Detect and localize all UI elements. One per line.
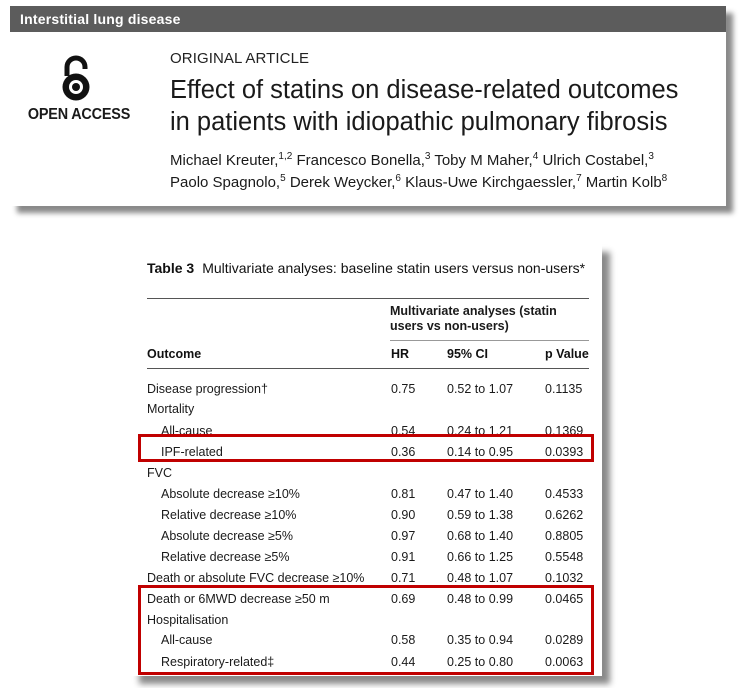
title-line-1: Effect of statins on disease-related outcomes [170, 76, 679, 104]
author-line-2: Paolo Spagnolo,$^5$ Derek Weycker,$^6$ Klaus-Uwe Kirchgaessler,$^7$ Martin Kolb$^8$ [170, 173, 668, 191]
table-row-group: Mortality [147, 402, 195, 416]
header-rule [147, 368, 589, 369]
group-rule [390, 340, 589, 341]
table-caption [147, 260, 587, 277]
table-row: Relative decrease ≥5% 0.91 0.66 to 1.25 0.5548 [161, 550, 584, 564]
table-row: Respiratory-related‡ 0.44 0.25 to 0.80 0.0063 [161, 655, 584, 669]
author-list [170, 150, 730, 194]
author: Paolo Spagnolo, [170, 174, 281, 191]
table-row: Absolute decrease ≥5% 0.97 0.68 to 1.40 0.8805 [161, 529, 584, 543]
table-row: Relative decrease ≥10% 0.90 0.59 to 1.38 0.6262 [161, 508, 584, 522]
article-title [170, 74, 710, 138]
col-header-hr: HR [391, 347, 410, 361]
title-line-2: in patients with idiopathic pulmonary fibrosis [170, 108, 668, 136]
table-number: Table 3 [147, 260, 195, 276]
article-header [10, 6, 726, 206]
author: Michael Kreuter, [170, 152, 279, 169]
author: Ulrich Costabel, [542, 152, 649, 169]
open-access-label: OPEN ACCESS [27, 106, 131, 123]
table-top-rule [147, 298, 589, 299]
section-label: Interstitial lung disease [10, 6, 726, 32]
table-title: Multivariate analyses: baseline statin users versus non-users* [202, 260, 586, 276]
col-header-ci: 95% CI [447, 347, 488, 361]
table-row: Absolute decrease ≥10% 0.81 0.47 to 1.40 0.4533 [161, 487, 584, 501]
table-row-group: Hospitalisation [147, 613, 229, 627]
author: Toby M Maher, [434, 152, 533, 169]
highlight-box-6mwd-hospitalisation [138, 585, 594, 675]
table-row: All-cause 0.54 0.24 to 1.21 0.1369 [161, 424, 584, 438]
group-header: Multivariate analyses (statin users vs non-users) [390, 304, 557, 333]
table-row: All-cause 0.58 0.35 to 0.94 0.0289 [161, 633, 584, 647]
author: Martin Kolb [585, 174, 662, 191]
author: Derek Weycker, [289, 174, 396, 191]
table-row: Death or 6MWD decrease ≥50 m 0.69 0.48 to 0.99 0.0465 [147, 592, 584, 606]
author-line-1: Michael Kreuter,$^{1,2}$ Francesco Bonella,$^3$ Toby M Maher,$^4$ Ulrich Costabel,$^3$ [170, 151, 654, 169]
table-row: IPF-related 0.36 0.14 to 0.95 0.0393 [161, 445, 584, 459]
table-row-group: FVC [147, 466, 172, 480]
table-row: Death or absolute FVC decrease ≥10% 0.71 0.48 to 1.07 0.1032 [147, 571, 584, 585]
open-access-lock-icon [48, 54, 104, 104]
col-header-p: p Value [545, 347, 589, 361]
article-type: ORIGINAL ARTICLE [170, 50, 310, 67]
highlight-box-ipf-related [138, 434, 594, 462]
table-row: Disease progression† 0.75 0.52 to 1.07 0.1135 [147, 382, 583, 396]
col-header-outcome: Outcome [147, 347, 202, 361]
author: Klaus-Uwe Kirchgaessler, [405, 174, 577, 191]
author: Francesco Bonella, [296, 152, 425, 169]
